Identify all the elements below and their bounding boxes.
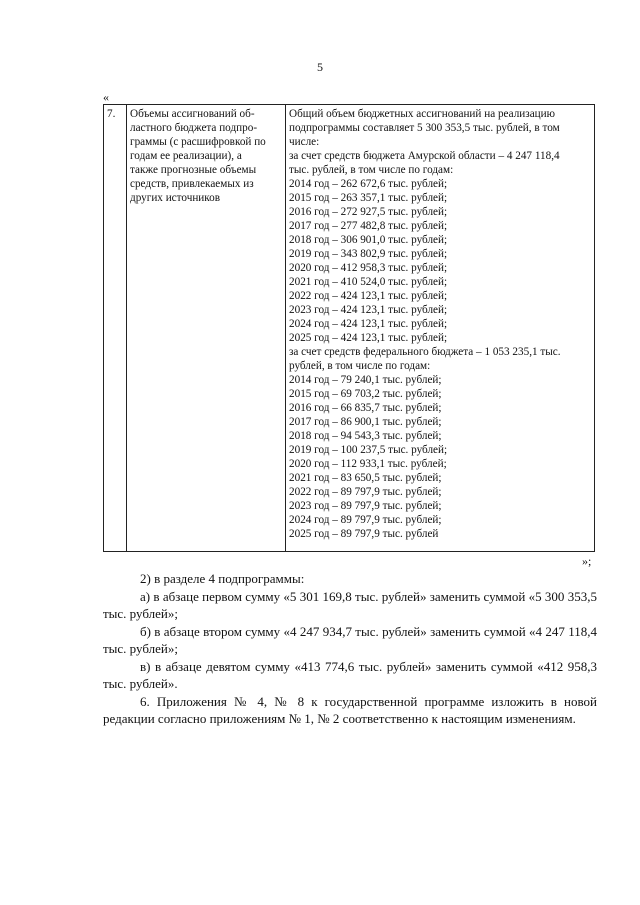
value-line: 2014 год – 79 240,1 тыс. рублей; — [289, 374, 442, 386]
value-line: 2020 год – 412 958,3 тыс. рублей; — [289, 262, 448, 274]
value-line: подпрограммы составляет 5 300 353,5 тыс. рублей, в том — [289, 122, 560, 134]
paragraph-section-4: 2) в разделе 4 подпрограммы: — [140, 571, 305, 586]
value-line: 2015 год – 69 703,2 тыс. рублей; — [289, 388, 442, 400]
value-line: 2025 год – 89 797,9 тыс. рублей — [289, 528, 439, 540]
value-line: 2025 год – 424 123,1 тыс. рублей; — [289, 332, 448, 344]
value-line: 2024 год – 89 797,9 тыс. рублей; — [289, 514, 442, 526]
value-line: 2017 год – 277 482,8 тыс. рублей; — [289, 220, 448, 232]
row-value-cell — [286, 105, 595, 552]
opening-quote-mark: « — [103, 90, 109, 104]
value-line: за счет средств федерального бюджета – 1 053 235,1 тыс. — [289, 346, 561, 358]
value-line: 2018 год – 306 901,0 тыс. рублей; — [289, 234, 448, 246]
value-line: 2020 год – 112 933,1 тыс. рублей; — [289, 458, 447, 470]
value-line: рублей, в том числе по годам: — [289, 360, 431, 372]
paragraph-item-6: 6. Приложения № 4, № 8 к государственной программе изложить в новой редакции согласно приложениям № 1, № 2 соответственно к настоящим изменениям. — [103, 693, 597, 726]
value-line: 2022 год – 424 123,1 тыс. рублей; — [289, 290, 448, 302]
value-line: 2023 год – 89 797,9 тыс. рублей; — [289, 500, 442, 512]
value-line: 2016 год – 66 835,7 тыс. рублей; — [289, 402, 442, 414]
label-line: граммы (с расшифровкой по — [130, 136, 266, 148]
value-line: 2015 год – 263 357,1 тыс. рублей; — [289, 192, 448, 204]
paragraph-item-v: в) в абзаце девятом сумму «413 774,6 тыс. рублей» заменить суммой «412 958,3 тыс. рублей». — [103, 658, 597, 691]
subprogram-passport-table — [103, 104, 595, 552]
row-number-cell: 7. — [104, 105, 127, 552]
row-label-cell — [127, 105, 286, 552]
value-line: 2017 год – 86 900,1 тыс. рублей; — [289, 416, 442, 428]
value-line: 2019 год – 100 237,5 тыс. рублей; — [289, 444, 448, 456]
paragraph-item-b: б) в абзаце втором сумму «4 247 934,7 тыс. рублей» заменить суммой «4 247 118,4 тыс. рублей»; — [103, 623, 597, 656]
label-line: Объемы ассигнований об- — [130, 108, 255, 120]
table-row — [104, 105, 595, 552]
paragraph-item-a: а) в абзаце первом сумму «5 301 169,8 тыс. рублей» заменить суммой «5 300 353,5 тыс. рублей»; — [103, 588, 597, 621]
value-line: 2021 год – 410 524,0 тыс. рублей; — [289, 276, 448, 288]
label-line: средств, привлекаемых из — [130, 178, 254, 190]
value-line: 2021 год – 83 650,5 тыс. рублей; — [289, 472, 442, 484]
value-line: 2016 год – 272 927,5 тыс. рублей; — [289, 206, 448, 218]
label-line: других источников — [130, 192, 221, 204]
value-line: 2024 год – 424 123,1 тыс. рублей; — [289, 318, 448, 330]
value-line: 2014 год – 262 672,6 тыс. рублей; — [289, 178, 448, 190]
value-line: за счет средств бюджета Амурской области – 4 247 118,4 — [289, 150, 560, 162]
value-line: 2019 год – 343 802,9 тыс. рублей; — [289, 248, 448, 260]
label-line: также прогнозные объемы — [130, 164, 257, 176]
value-line: 2018 год – 94 543,3 тыс. рублей; — [289, 430, 442, 442]
value-line: тыс. рублей, в том числе по годам: — [289, 164, 454, 176]
page-number: 5 — [317, 60, 323, 74]
closing-quote-mark: »; — [582, 554, 592, 568]
amendment-text — [103, 570, 597, 728]
value-line: 2022 год – 89 797,9 тыс. рублей; — [289, 486, 442, 498]
label-line: годам ее реализации), а — [130, 150, 242, 162]
value-line: 2023 год – 424 123,1 тыс. рублей; — [289, 304, 448, 316]
value-line: числе: — [289, 136, 320, 148]
label-line: ластного бюджета подпро- — [130, 122, 258, 134]
value-line: Общий объем бюджетных ассигнований на реализацию — [289, 108, 556, 120]
